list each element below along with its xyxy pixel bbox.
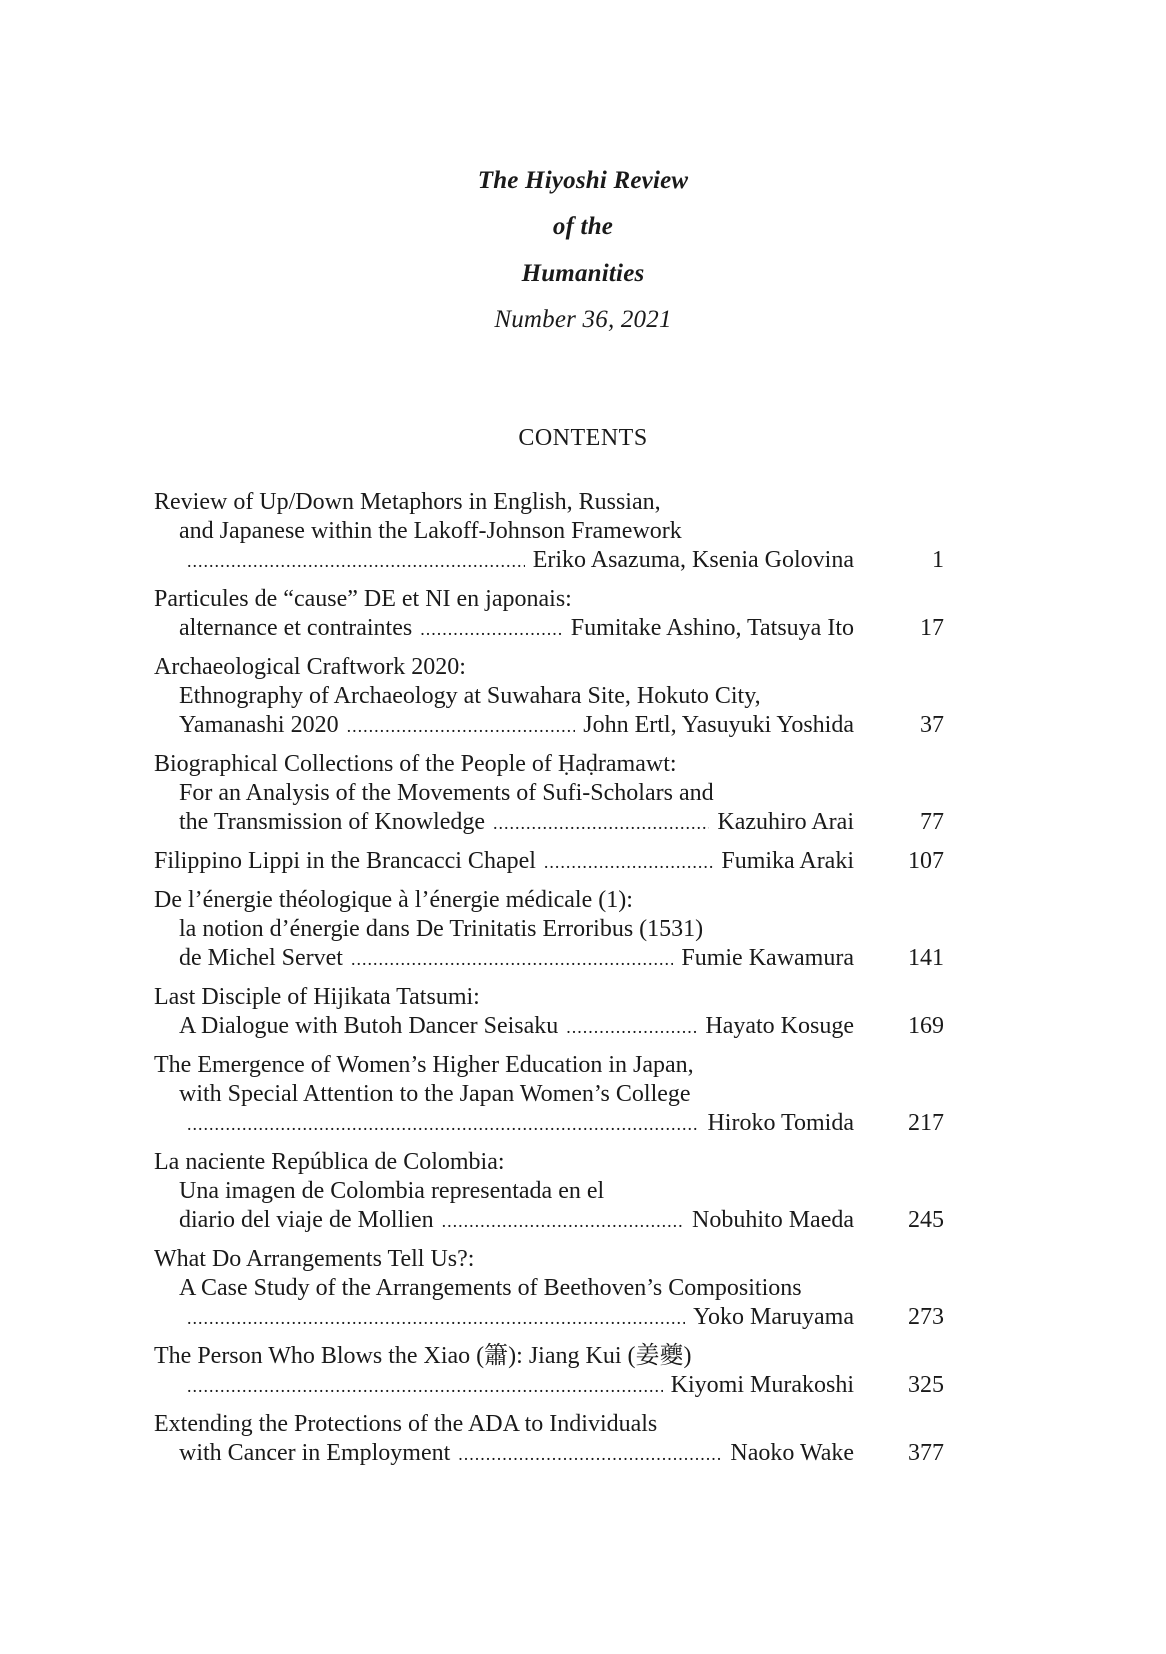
entry-subtitle-line: la notion d’énergie dans De Trinitatis Erroribus (1531)	[179, 916, 704, 942]
dot-leader	[187, 1372, 663, 1401]
entry-author: Fumitake Ashino, Tatsuya Ito	[570, 615, 854, 641]
entry-title-line: What Do Arrangements Tell Us?:	[154, 1246, 475, 1272]
entry-page-number: 217	[908, 1110, 944, 1136]
entry-title-line: De l’énergie théologique à l’énergie médicale (1):	[154, 887, 633, 913]
toc-entry	[154, 488, 944, 575]
entry-author: Kiyomi Murakoshi	[670, 1372, 854, 1398]
toc-entry	[154, 983, 944, 1041]
entry-author: Yoko Maruyama	[693, 1304, 854, 1330]
entry-page-number: 245	[908, 1207, 944, 1233]
entry-page-number: 17	[920, 615, 944, 641]
toc-entry	[154, 847, 944, 876]
entry-title-line: The Person Who Blows the Xiao (簫): Jiang Kui (姜夔)	[154, 1343, 692, 1369]
entry-title-line: La naciente República de Colombia:	[154, 1149, 505, 1175]
entry-page-number: 169	[908, 1013, 944, 1039]
entry-author-line	[154, 944, 854, 973]
journal-title-line1: The Hiyoshi Review	[477, 167, 689, 194]
dot-leader	[187, 1304, 685, 1333]
entry-author-line	[154, 1303, 854, 1332]
entry-author-line	[154, 711, 854, 740]
entry-lead-text: the Transmission of Knowledge	[179, 809, 485, 835]
entry-page-number: 377	[908, 1440, 944, 1466]
entry-subtitle-line: For an Analysis of the Movements of Sufi-Scholars and	[179, 780, 714, 806]
entry-author: Naoko Wake	[730, 1440, 854, 1466]
entry-subtitle-line: and Japanese within the Lakoff-Johnson Framework	[179, 518, 682, 544]
entry-author: Nobuhito Maeda	[692, 1207, 854, 1233]
entry-title-line: Review of Up/Down Metaphors in English, Russian,	[154, 489, 661, 515]
dot-leader	[544, 848, 713, 877]
entry-lead-text: with Cancer in Employment	[179, 1440, 451, 1466]
entry-author: John Ertl, Yasuyuki Yoshida	[583, 712, 854, 738]
entry-subtitle-line: Ethnography of Archaeology at Suwahara Site, Hokuto City,	[179, 683, 761, 709]
toc-entry	[154, 1051, 944, 1138]
dot-leader	[187, 547, 525, 576]
entry-lead-text: Yamanashi 2020	[179, 712, 339, 738]
entry-title-line: The Emergence of Women’s Higher Education in Japan,	[154, 1052, 694, 1078]
entry-title-line: Last Disciple of Hijikata Tatsumi:	[154, 984, 480, 1010]
entry-author-line	[154, 1109, 854, 1138]
entry-author-line	[154, 1439, 854, 1468]
entry-subtitle-line: Una imagen de Colombia representada en el	[179, 1178, 605, 1204]
dot-leader	[493, 809, 709, 838]
entry-page-number: 37	[920, 712, 944, 738]
entry-lead-text: A Dialogue with Butoh Dancer Seisaku	[179, 1013, 559, 1039]
entry-author-line	[154, 1012, 854, 1041]
entry-page-number: 273	[908, 1304, 944, 1330]
entry-title-line: Particules de “cause” DE et NI en japonais:	[154, 586, 572, 612]
dot-leader	[458, 1440, 722, 1469]
entry-lead-text: alternance et contraintes	[179, 615, 413, 641]
entry-author: Eriko Asazuma, Ksenia Golovina	[532, 547, 854, 573]
entry-author-line	[154, 808, 854, 837]
toc-entry	[154, 1245, 944, 1332]
dot-leader	[351, 945, 673, 974]
entry-page-number: 325	[908, 1372, 944, 1398]
entry-author: Kazuhiro Arai	[717, 809, 854, 835]
entry-author-line	[154, 1371, 854, 1400]
entry-subtitle-line: with Special Attention to the Japan Women’s College	[179, 1081, 691, 1107]
issue-number: Number 36, 2021	[494, 306, 672, 333]
entry-author-line	[154, 847, 854, 876]
entry-title-line: Extending the Protections of the ADA to Individuals	[154, 1411, 658, 1437]
entry-author: Fumika Araki	[721, 848, 854, 874]
entry-author: Hiroko Tomida	[707, 1110, 854, 1136]
entry-title-line: Biographical Collections of the People of Ḥaḍramawt:	[154, 751, 677, 777]
entry-lead-text: Filippino Lippi in the Brancacci Chapel	[154, 848, 536, 874]
toc-entry	[154, 1410, 944, 1468]
entry-author-line	[154, 1206, 854, 1235]
toc-entry	[154, 750, 944, 837]
dot-leader	[347, 712, 576, 741]
entry-page-number: 77	[920, 809, 944, 835]
toc-entry	[154, 1342, 944, 1400]
entry-page-number: 107	[908, 848, 944, 874]
entry-author-line	[154, 614, 854, 643]
table-of-contents	[154, 488, 944, 1478]
dot-leader	[187, 1110, 699, 1139]
toc-entry	[154, 1148, 944, 1235]
entry-author: Fumie Kawamura	[681, 945, 854, 971]
dot-leader	[566, 1013, 697, 1042]
entry-page-number: 1	[932, 547, 944, 573]
toc-entry	[154, 886, 944, 973]
journal-title-line2: of the	[552, 213, 614, 240]
contents-heading: CONTENTS	[518, 425, 648, 451]
entry-lead-text: diario del viaje de Mollien	[179, 1207, 434, 1233]
entry-author: Hayato Kosuge	[705, 1013, 854, 1039]
dot-leader	[442, 1207, 684, 1236]
dot-leader	[420, 615, 563, 644]
entry-author-line	[154, 546, 854, 575]
toc-entry	[154, 585, 944, 643]
entry-page-number: 141	[908, 945, 944, 971]
entry-subtitle-line: A Case Study of the Arrangements of Beethoven’s Compositions	[179, 1275, 802, 1301]
toc-entry	[154, 653, 944, 740]
entry-title-line: Archaeological Craftwork 2020:	[154, 654, 466, 680]
journal-title-line3: Humanities	[521, 260, 645, 287]
entry-lead-text: de Michel Servet	[179, 945, 343, 971]
